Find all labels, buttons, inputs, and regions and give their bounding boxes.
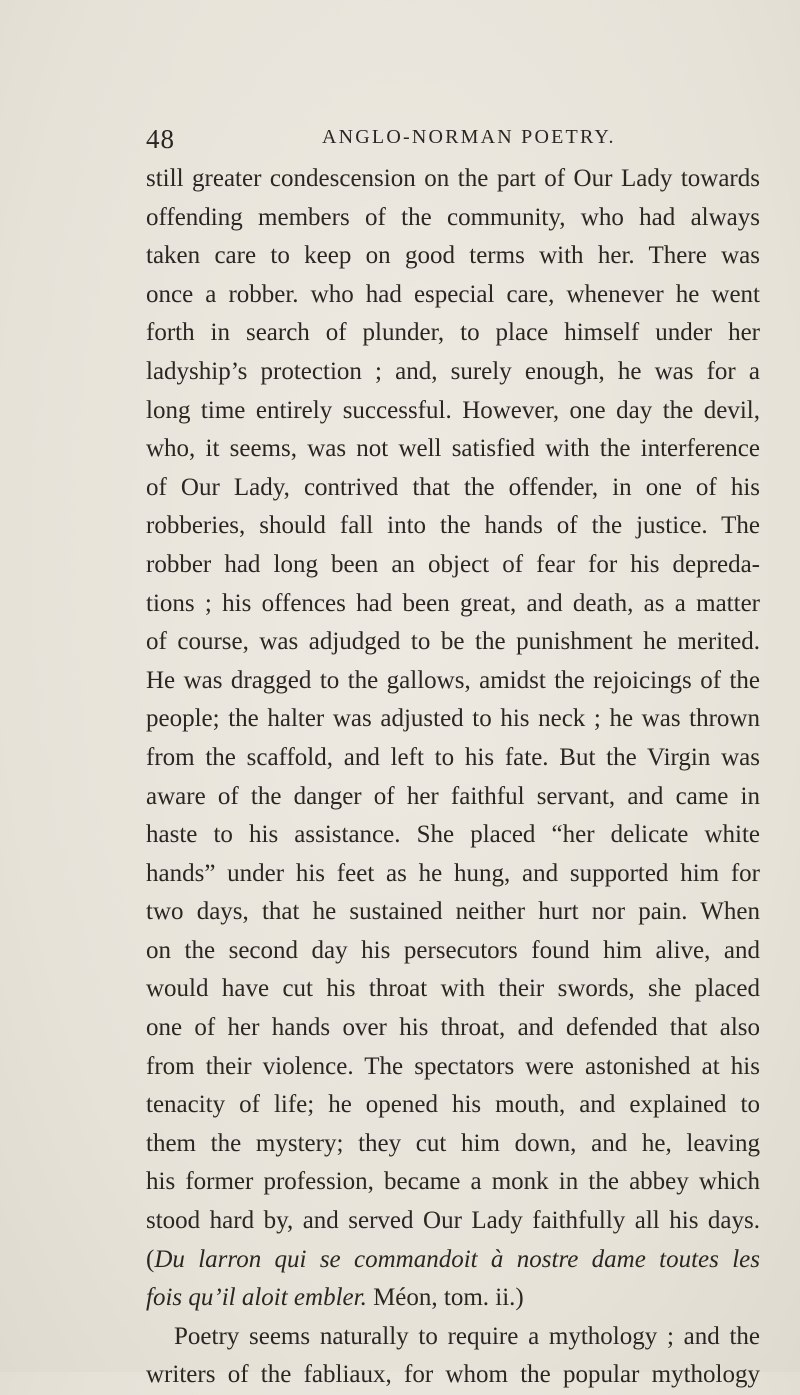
text-line: people; the halter was adjusted to his neck ; he was thrown [146,705,760,733]
text-line: ladyship’s protection ; and, surely enough, he was for a [146,357,760,385]
text-line: Poetry seems naturally to require a mythology ; and the [174,1322,760,1350]
text-line: forth in search of plunder, to place himself under her [146,319,760,347]
citation-line: (Du larron qui se commandoit à nostre dame toutes les [146,1245,760,1273]
text-line: offending members of the community, who had always [146,203,760,231]
text-line: stood hard by, and served Our Lady faithfully all his days. [146,1207,760,1235]
text-line: once a robber. who had especial care, whenever he went [146,280,760,308]
text-line: tenacity of life; he opened his mouth, and explained to [146,1091,760,1119]
text-line: who, it seems, was not well satisfied with the interference [146,435,760,463]
text-line: haste to his assistance. She placed “her delicate white [146,821,760,849]
running-title: ANGLO-NORMAN POETRY. [322,126,616,148]
text-line: of Our Lady, contrived that the offender, in one of his [146,473,760,501]
citation-title: Du larron qui se commandoit à nostre dame toutes les [154,1245,760,1273]
text-line: robberies, should fall into the hands of the justice. The [146,512,760,540]
text-line: of course, was adjudged to be the punishment he merited. [146,628,760,656]
text-line: two days, that he sustained neither hurt nor pain. When [146,898,760,926]
text-line: aware of the danger of her faithful servant, and came in [146,782,760,810]
text-line: He was dragged to the gallows, amidst the rejoicings of the [146,666,760,694]
running-head [146,124,760,164]
text-line: hands” under his feet as he hung, and supported him for [146,859,760,887]
text-line: on the second day his persecutors found him alive, and [146,936,760,964]
citation-title-cont: fois qu’il aloit embler. [146,1284,367,1312]
text-line: from their violence. The spectators were astonished at his [146,1052,760,1080]
text-line: from the scaffold, and left to his fate. But the Virgin was [146,743,760,771]
text-line: one of her hands over his throat, and defended that also [146,1014,760,1042]
text-line: tions ; his offences had been great, and death, as a matter [146,589,760,617]
text-line: long time entirely successful. However, one day the devil, [146,396,760,424]
text-line: taken care to keep on good terms with her. There was [146,242,760,270]
text-line: his former profession, became a monk in the abbey which [146,1168,760,1196]
text-line: them the mystery; they cut him down, and he, leaving [146,1129,760,1157]
citation-source: Méon, tom. ii.) [366,1284,524,1312]
text-line: would have cut his throat with their swords, she placed [146,975,760,1003]
page-number: 48 [146,124,175,154]
text-line: still greater condescension on the part of Our Lady towards [146,165,760,192]
text-line: robber had long been an object of fear for his depreda- [146,550,760,578]
citation-line [146,1279,760,1318]
body-text [146,160,760,1395]
text-line: writers of the fabliaux, for whom the popular mythology [146,1361,760,1389]
